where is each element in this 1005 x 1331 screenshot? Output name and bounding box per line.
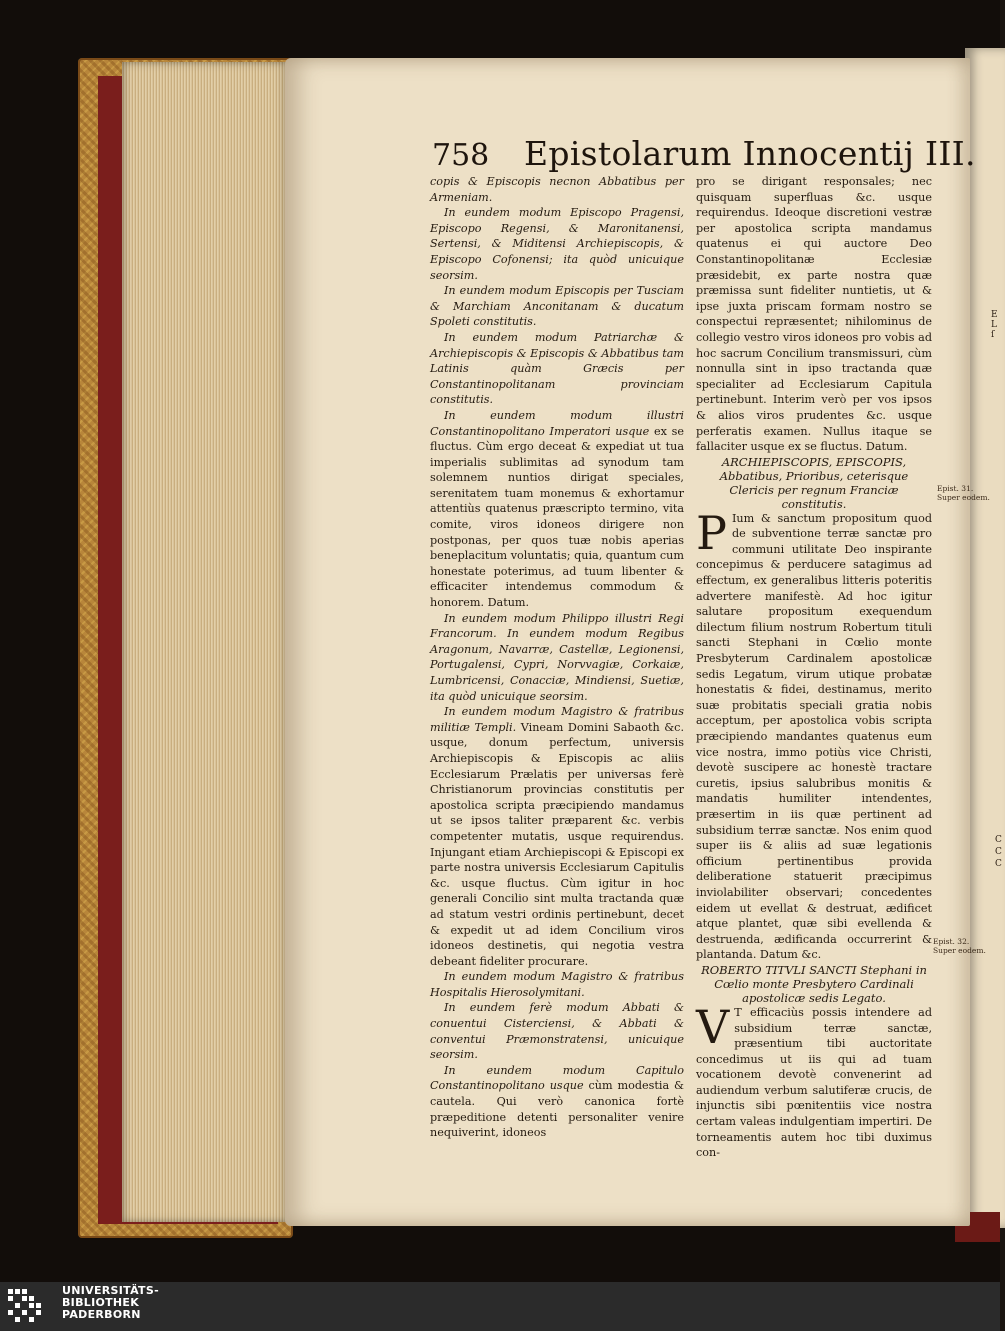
left-paragraph [430, 205, 684, 283]
roman-text: cùm modestia & cautela. Qui verò canonica fortè præpeditione detenti personaliter venire nequiverint, idoneos [430, 1079, 684, 1140]
italic-text: In eundem modum Patriarchæ & Archiepiscopis & Episcopis & Abbatibus tam Latinis quàm Græcis per Constantinopolitanam provinciam constitutis. [430, 330, 684, 407]
library-name-line1: UNIVERSITÄTS- [62, 1284, 159, 1297]
page-header [432, 134, 976, 176]
facing-page-letters-mid: C C C [995, 835, 1002, 869]
italic-text: copis & Episcopis necnon Abbatibus per Armeniam. [430, 175, 684, 204]
italic-text: In eundem modum Episcopo Pragensi, Episcopo Regensi, & Maronitanensi, Sertensi, & Miditensi Archiepiscopis, & Episcopo Cofonensi; ita quòd unicuique seorsim. [430, 206, 684, 282]
italic-text: In eundem ferè modum Abbati & conuentui Cisterciensi, & Abbati & conventui Præmonstratensi, unicuique seorsim. [430, 1001, 684, 1062]
letter-heading-roberto: ROBERTO TITVLI SANCTI Stephani in Cœlio monte Presbytero Cardinali apostolicæ sedis Legato. [701, 962, 927, 1005]
margin-note-epist-32: Epist. 32. Super eodem. [933, 937, 986, 955]
italic-text: In eundem modum Episcopis per Tusciam & Marchiam Anconitanam & ducatum Spoleti constitutis. [430, 284, 684, 329]
letter-body-1 [696, 505, 932, 963]
italic-text: In eundem modum Magistro & fratribus Hospitalis Hierosolymitani. [430, 970, 684, 999]
drop-cap-p: P [696, 505, 727, 560]
library-name [62, 1285, 159, 1321]
library-name-line2: BIBLIOTHEK [62, 1296, 140, 1309]
left-paragraph [430, 611, 684, 705]
roman-text: ex se fluctus. Cùm ergo deceat & expediat ut tua imperialis sublimitas ad synodum tam solemnem nuntios dirigat speciales, serenitatem tuam monemus & exhortamur attentiùs quatenus præscripto termino, vita comite, viros idoneos dirigere non postponas, per quos tuæ nobis aperias beneplacitum voluntatis; quia, quantum cum honestate poterimus, ad tuum libenter & efficaciter intendemus commodum & honorem. Datum. [430, 424, 684, 610]
letter-body-2 [696, 999, 932, 1161]
facing-page-strip [965, 48, 1005, 1228]
page-number: 758 [432, 138, 490, 173]
italic-text: In eundem modum Philippo illustri Regi Francorum. In eundem modum Regibus Aragonum, Navarræ, Castellæ, Legionensi, Portugalensi, Cypri, Norvvagiæ, Corkaiæ, Lumbricensi, Conacciæ, Mindiensi, Suetiæ, ita quòd unicuique seorsim. [430, 611, 684, 703]
left-text-column [430, 174, 684, 1141]
facing-page-letters-top: E L ſ [991, 310, 998, 340]
library-name-line3: PADERBORN [62, 1308, 141, 1321]
right-text-column [696, 174, 932, 1161]
italic-text: In eundem modum illustri Constantinopolitano Imperatori usque [430, 408, 684, 438]
drop-cap-v: V [696, 999, 730, 1054]
left-paragraph [430, 1063, 684, 1141]
left-paragraph [430, 704, 684, 969]
left-paragraph [430, 408, 684, 611]
continuation-paragraph: pro se dirigant responsales; nec quisquam superfluas &c. usque requirendus. Ideoque discretioni vestræ per apostolica scripta mandamus quatenus ei qui auctore Deo Constantinopolitanæ Ecclesiæ præsidebit, ex parte nostra quæ præmissa sunt fideliter nuntietis, ut & ipse juxta priscam formam nostro se conspectui repræsentet; nihilominus de collegio vestro viros idoneos pro vobis ad hoc sacrum Concilium transmissuri, cùm nonnulla sint in ipso tractanda quæ specialiter ad Ecclesiarum Capitula pertinebunt. Interim verò per vos ipsos & alios viros prudentes &c. usque perferatis examen. Nullus itaque se fallaciter usque ex se fluctus. Datum. [696, 175, 932, 454]
left-paragraph [430, 174, 684, 205]
left-paragraph [430, 283, 684, 330]
italic-text: In eundem modum Capitulo Constantinopolitano usque [430, 1063, 684, 1093]
library-logo-icon [6, 1287, 50, 1327]
roman-text: Vineam Domini Sabaoth &c. usque, donum perfectum, universis Archiepiscopis & Episcopis ac aliis Ecclesiarum Prælatis per universas ferè Christianorum provincias constitutis per apostolica scripta præcipiendo mandamus ut se ipsos taliter præparent &c. verbis competenter mutatis, usque requirendus. Injungant etiam Archiepiscopi & Episcopi ex parte nostra universis Ecclesiarum Capitulis &c. usque fluctus. Cùm igitur in hoc generali Concilio sint multa tractanda quæ ad statum vestri ordinis pertinebunt, decet & expedit ut ad idem Concilium viros idoneos destinetis, qui negotia vestra debeant fideliter procurare. [430, 720, 684, 968]
letter-body-1-text: Ium & sanctum propositum quod de subventione terræ sanctæ pro communi utilitate Deo inspirante concepimus & perducere satagimus ad effectum, ex generalibus litteris poteritis advertere manifestè. Ad hoc igitur salutare propositum exequendum dilectum filium nostrum Robertum tituli sancti Stephani in Cœlio monte Presbyterum Cardinalem apostolicæ sedis Legatum, virum utique probatæ honestatis & fidei, destinamus, merito suæ probitatis speciali gratia nobis acceptum, per apostolica vobis scripta præcipiendo mandantes quatenus eum vice nostra, immo potiùs vice Christi, devotè suscipere ac honestè tractare curetis, ipsius salubribus monitis & mandatis humiliter intendentes, præsertim in iis quæ pertinent ad subsidium terræ sanctæ. Nos enim quod super iis & aliis ad suæ legationis officium pertinentibus provida deliberatione statuerit præcipimus inviolabiliter observari; concedentes eidem ut evellat & destruat, ædificet atque plantet, quæ sibi evellenda & destruenda, ædificanda occurrerint & plantanda. Datum &c. [696, 511, 932, 962]
left-paragraph [430, 969, 684, 1000]
letter-body-2-text: T efficaciùs possis intendere ad subsidium terræ sanctæ, præsentium tibi auctoritate concedimus ut iis qui ad tuam vocationem devotè convenerint ad audiendum verbum salutiferæ crucis, de injunctis sibi pœnitentiis vice nostra certam valeas indulgentiam impertiri. De torneamentis autem hoc tibi duximus con- [696, 1005, 932, 1160]
letter-heading-archiepiscopis: ARCHIEPISCOPIS, EPISCOPIS, Abbatibus, Prioribus, ceterisque Clericis per regnum Franciæ constitutis. [719, 454, 909, 511]
margin-note-epist-31: Epist. 31. Super eodem. [937, 484, 990, 502]
page-block-edge [122, 62, 290, 1222]
left-paragraph [430, 1000, 684, 1062]
running-title: Epistolarum Innocentij III. [524, 134, 976, 173]
left-paragraph [430, 330, 684, 408]
italic-text: In eundem modum Magistro & fratribus militiæ Templi. [430, 705, 684, 734]
